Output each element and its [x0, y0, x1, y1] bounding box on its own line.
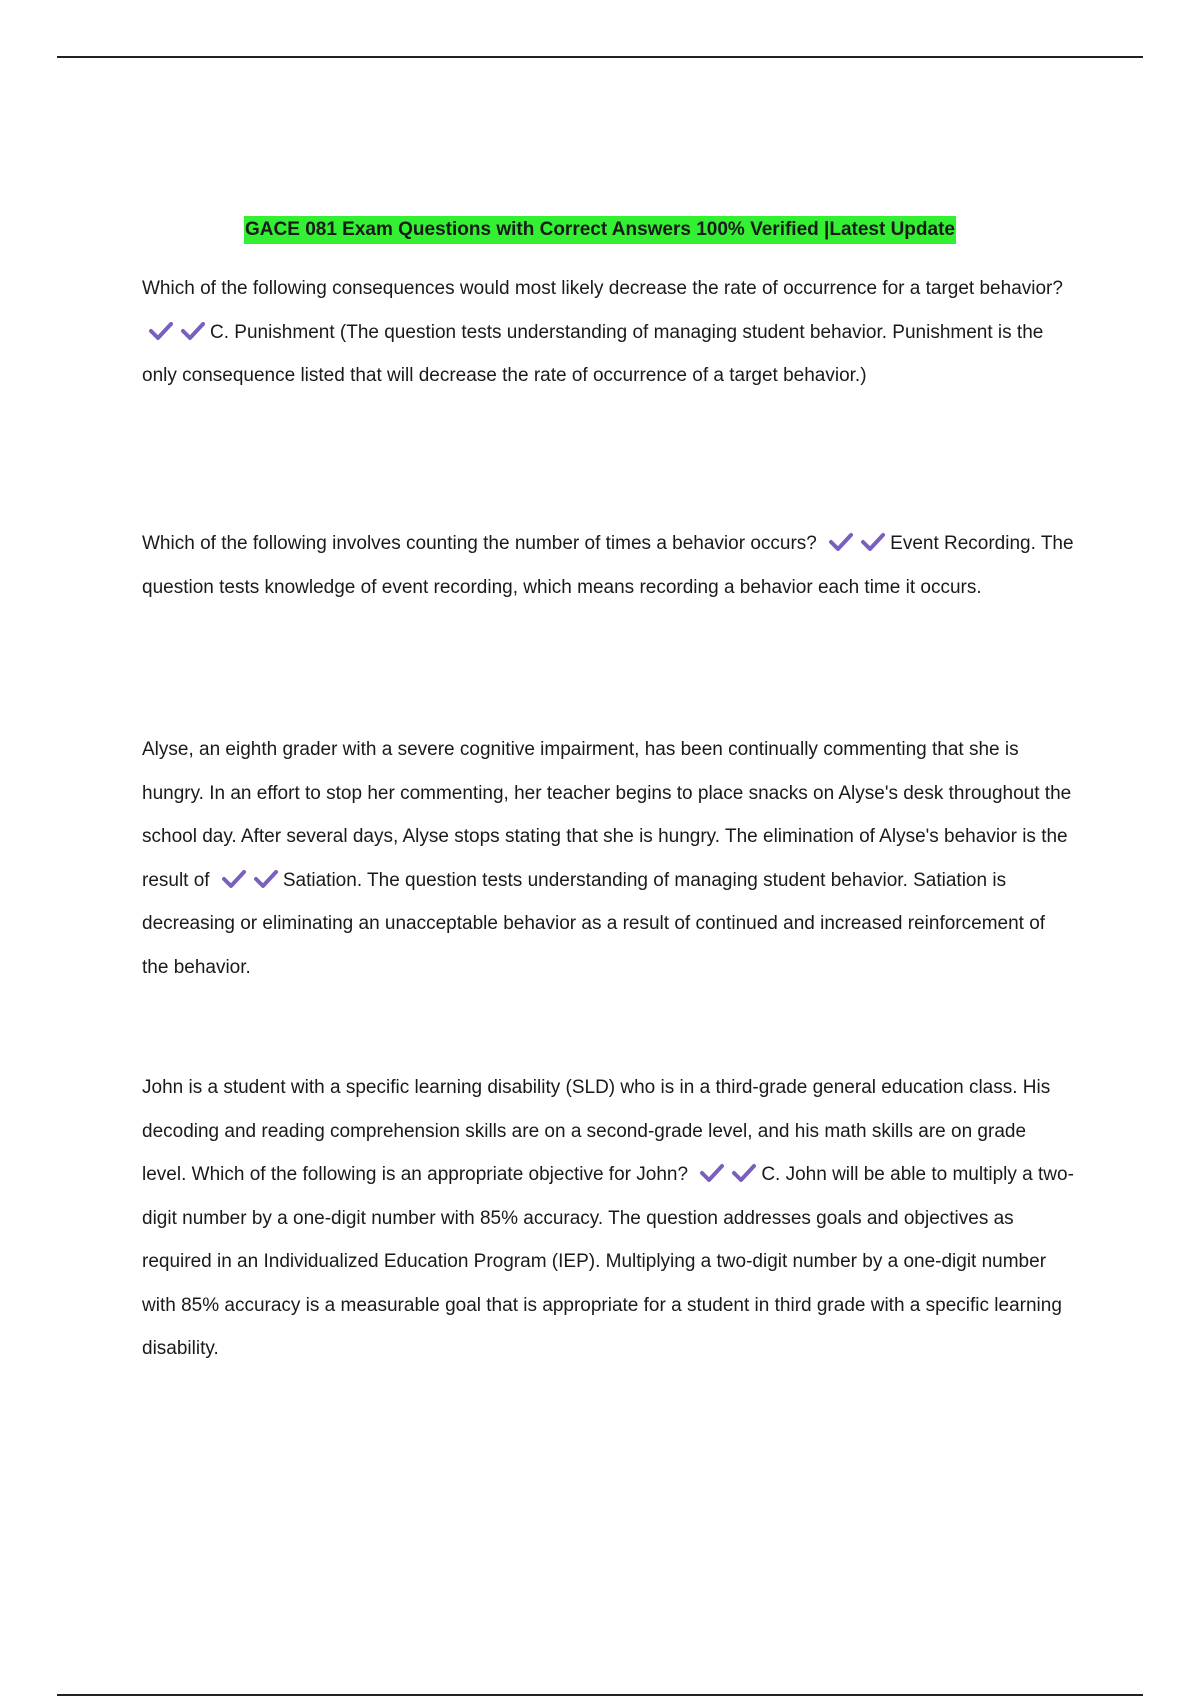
document-title: GACE 081 Exam Questions with Correct Answers 100% Verified |Latest Update	[244, 216, 956, 244]
checkmark-icon	[828, 532, 854, 552]
title-container	[0, 216, 1200, 244]
qa-item-4	[142, 1066, 1074, 1371]
checkmark-icon	[221, 869, 247, 889]
checkmark-icon	[253, 869, 279, 889]
qa-item-1	[142, 267, 1074, 398]
answer-text: Event Recording. The question tests knowledge of event recording, which means recording a behavior each time it occurs.	[142, 533, 1074, 598]
bottom-rule	[57, 1694, 1143, 1696]
question-text: Which of the following consequences would most likely decrease the rate of occurrence for a target behavior?	[142, 278, 1063, 299]
top-rule	[57, 56, 1143, 58]
answer-marker	[148, 321, 206, 341]
qa-item-3	[142, 728, 1074, 989]
question-text: John is a student with a specific learning disability (SLD) who is in a third-grade general education class. His decoding and reading comprehension skills are on a second-grade level, and his math skills are on grade level. Which of the following is an appropriate objective for John?	[142, 1077, 1051, 1185]
question-text: Alyse, an eighth grader with a severe cognitive impairment, has been continually commenting that she is hungry. In an effort to stop her commenting, her teacher begins to place snacks on Alyse's desk throughout the school day. After several days, Alyse stops stating that she is hungry. The elimination of Alyse's behavior is the result of	[142, 739, 1072, 891]
qa-item-2	[142, 522, 1074, 609]
checkmark-icon	[699, 1163, 725, 1183]
checkmark-icon	[180, 321, 206, 341]
answer-text: C. Punishment (The question tests understanding of managing student behavior. Punishment is the only consequence listed that will decrease the rate of occurrence of a target behavior.)	[142, 321, 1044, 386]
checkmark-icon	[860, 532, 886, 552]
answer-text: Satiation. The question tests understanding of managing student behavior. Satiation is decreasing or eliminating an unacceptable behavior as a result of continued and increased reinforcement of the behavior.	[142, 869, 1046, 978]
checkmark-icon	[731, 1163, 757, 1183]
answer-marker	[699, 1163, 757, 1183]
answer-marker	[221, 869, 279, 889]
question-text: Which of the following involves counting the number of times a behavior occurs?	[142, 533, 817, 554]
answer-marker	[828, 532, 886, 552]
checkmark-icon	[148, 321, 174, 341]
answer-text: C. John will be able to multiply a two-digit number by a one-digit number with 85% accuracy. The question addresses goals and objectives as required in an Individualized Education Program (IEP). Multiplying a two-digit number by a one-digit number with 85% accuracy is a measurable goal that is appropriate for a student in third grade with a specific learning disability.	[142, 1164, 1074, 1359]
